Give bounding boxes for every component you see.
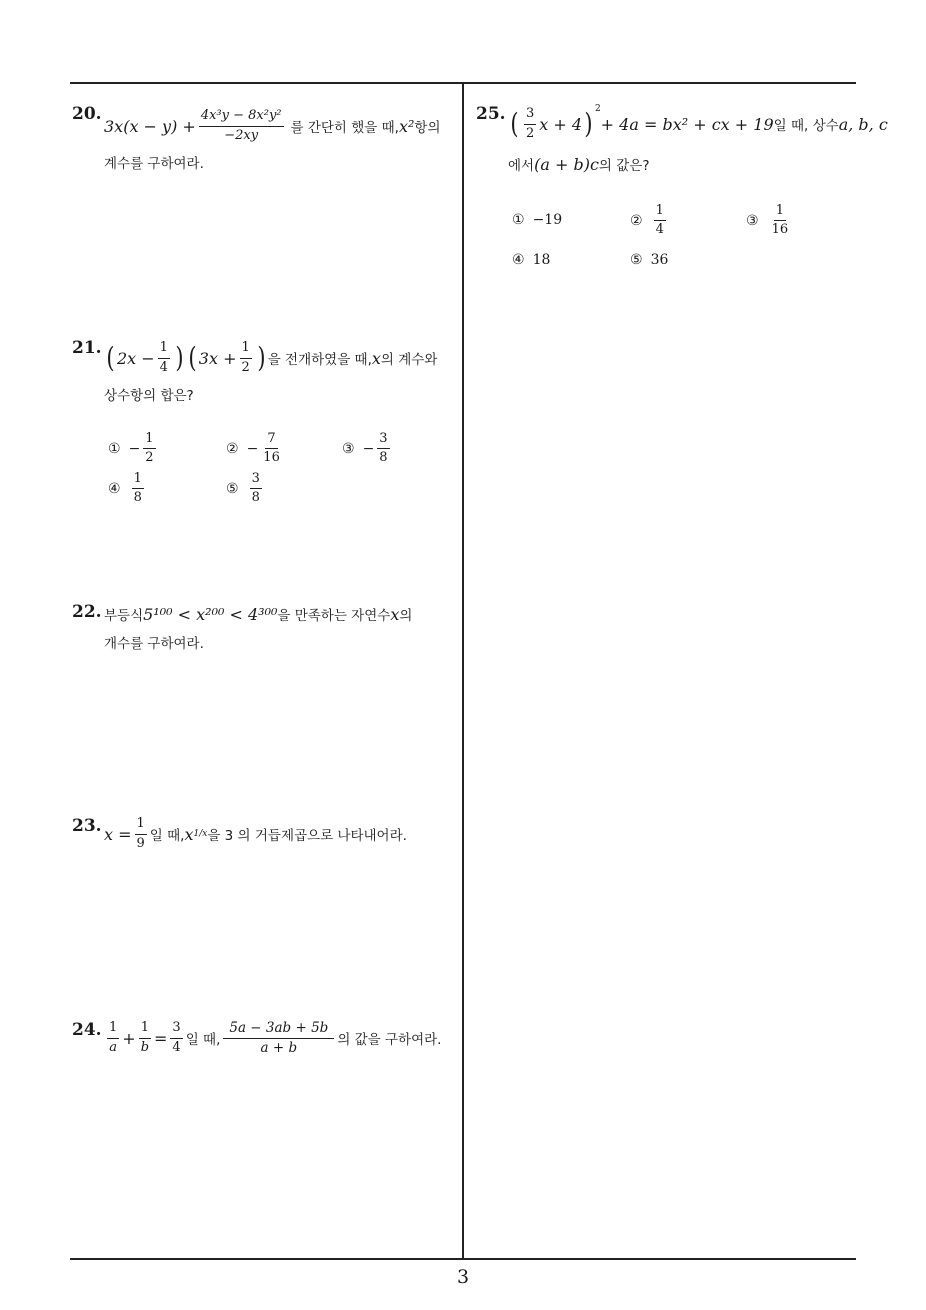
choice-3[interactable] [342,432,393,466]
question-text: 를 간단히 했을 때, [290,120,399,136]
operator: = [154,1028,168,1048]
question-number: 20. [72,104,102,124]
fraction-numerator: 7 [265,432,277,449]
variable: x [390,604,400,624]
question-text: 의 값을 구하여라. [337,1032,442,1048]
choice-number: ③ [342,440,355,457]
question-21-line-1 [104,338,437,378]
inequality: 5¹⁰⁰ < x²⁰⁰ < 4³⁰⁰ [143,604,278,624]
fraction-numerator: 5a − 3ab + 5b [223,1021,334,1039]
fraction-denominator: 4 [655,222,664,238]
choice-5[interactable] [630,252,668,268]
fraction [132,472,144,506]
fraction-numerator: 1 [774,204,786,221]
question-text: 을 만족하는 자연수 [277,608,391,624]
question-text: 개수를 구하여라. [104,636,204,652]
constants: a, b, c [838,114,888,134]
fraction [107,1021,119,1055]
fraction-denominator: 4 [159,359,168,375]
choice-sign: − [246,440,259,457]
choice-number: ④ [512,252,525,268]
question-text: 일 때, [149,828,185,844]
question-text: 일 때, [185,1032,221,1048]
fraction-numerator: 1 [107,1021,119,1038]
fraction-denominator: a [109,1039,118,1055]
left-paren: ( [510,107,519,140]
choice-2[interactable] [226,432,285,466]
fraction-denominator: 16 [263,450,280,466]
choice-number: ⑤ [630,252,643,268]
choice-number: ① [512,212,525,228]
question-number: 21. [72,338,102,358]
expression: 3x + [198,348,237,368]
fraction [377,432,389,466]
fraction-numerator: 3 [250,472,262,489]
expression: (a + b)c [534,154,599,174]
choice-5[interactable] [226,472,265,506]
choice-value: −19 [532,212,563,228]
choice-1[interactable] [108,432,159,466]
fraction-denominator: 8 [251,490,260,506]
fraction-numerator: 1 [240,341,252,358]
fraction [139,1021,151,1055]
question-25-line-2 [508,154,650,174]
question-text: 을 3 의 거듭제곱으로 나타내어라. [207,828,407,844]
question-number: 23. [72,816,102,836]
fraction-numerator: 4x³y − 8x²y² [199,109,284,126]
page-number: 3 [456,1266,470,1288]
choice-1[interactable] [512,212,562,228]
choice-number: ⑤ [226,480,239,497]
fraction-denominator: 16 [771,222,789,238]
operator: + [122,1028,136,1048]
fraction [770,204,791,238]
fraction [524,107,536,141]
question-number: 25. [476,104,506,124]
fraction [250,472,262,506]
bottom-rule [70,1258,856,1260]
fraction [261,432,282,466]
fraction [135,817,147,851]
fraction [170,1021,182,1055]
expression: 3x(x − y) + [104,116,196,136]
column-divider [462,83,464,1258]
left-paren: ( [188,341,197,374]
fraction [223,1021,334,1056]
fraction-numerator: 3 [524,107,536,124]
fraction-denominator: b [140,1039,150,1055]
choice-4[interactable] [108,472,147,506]
exponent: 2 [594,104,601,114]
choice-value: 18 [532,252,551,268]
expression: x = [104,824,132,844]
left-paren: ( [106,341,115,374]
variable: x² [398,116,415,136]
fraction [199,109,284,143]
choice-number: ② [226,440,239,457]
question-text: 을 전개하였을 때, [267,352,372,368]
question-text: 의 계수와 [380,352,438,368]
fraction-numerator: 1 [654,204,666,221]
choice-number: ③ [746,212,759,229]
choice-value: 36 [650,252,669,268]
question-text: 의 [399,608,413,624]
fraction [143,432,155,466]
fraction-denominator: a + b [260,1039,298,1056]
fraction-numerator: 3 [377,432,389,449]
right-paren: ) [257,341,266,374]
fraction-denominator: 8 [133,490,142,506]
fraction-numerator: 1 [143,432,155,449]
question-text: 항의 [414,120,441,136]
question-25-line-1 [508,102,888,146]
expression: 2x − [116,348,155,368]
fraction-numerator: 3 [170,1021,182,1038]
question-number: 22. [72,602,102,622]
base: x [184,824,194,844]
question-20-line-1 [104,106,441,146]
question-number: 24. [72,1020,102,1040]
fraction [240,341,252,375]
fraction [158,341,170,375]
fraction-denominator: 9 [136,835,145,851]
fraction [654,204,666,238]
fraction-denominator: −2xy [224,127,259,143]
choice-number: ① [108,440,121,457]
question-22-line-1 [104,604,412,624]
question-text: 계수를 구하여라. [104,156,204,172]
fraction-denominator: 2 [525,125,535,141]
variable: x [371,348,381,368]
question-text: 상수항의 합은? [104,388,194,404]
fraction-numerator: 1 [158,341,170,358]
question-24-line-1 [104,1018,441,1058]
expression: x + 4 [539,114,582,134]
question-text: 일 때, 상수 [773,118,839,134]
choice-2[interactable] [630,204,669,238]
choice-4[interactable] [512,252,550,268]
fraction-numerator: 1 [139,1021,151,1038]
exponent: 1/x [193,829,208,839]
expression: + 4a = bx² + cx + 19 [600,114,774,134]
question-text: 의 값은? [598,158,650,174]
question-text: 에서 [508,158,535,174]
fraction-numerator: 1 [132,472,144,489]
fraction-denominator: 4 [172,1039,181,1055]
right-paren: ) [175,341,184,374]
choice-number: ④ [108,480,121,497]
question-23-line-1 [104,814,407,854]
choice-sign: − [362,440,375,457]
choice-sign: − [128,440,141,457]
question-text: 부등식 [104,608,144,624]
fraction-denominator: 8 [379,450,388,466]
choice-number: ② [630,212,643,229]
choice-3[interactable] [746,204,793,238]
right-paren: ) [584,107,593,140]
fraction-denominator: 2 [145,450,154,466]
fraction-denominator: 2 [241,359,250,375]
fraction-numerator: 1 [135,817,147,834]
